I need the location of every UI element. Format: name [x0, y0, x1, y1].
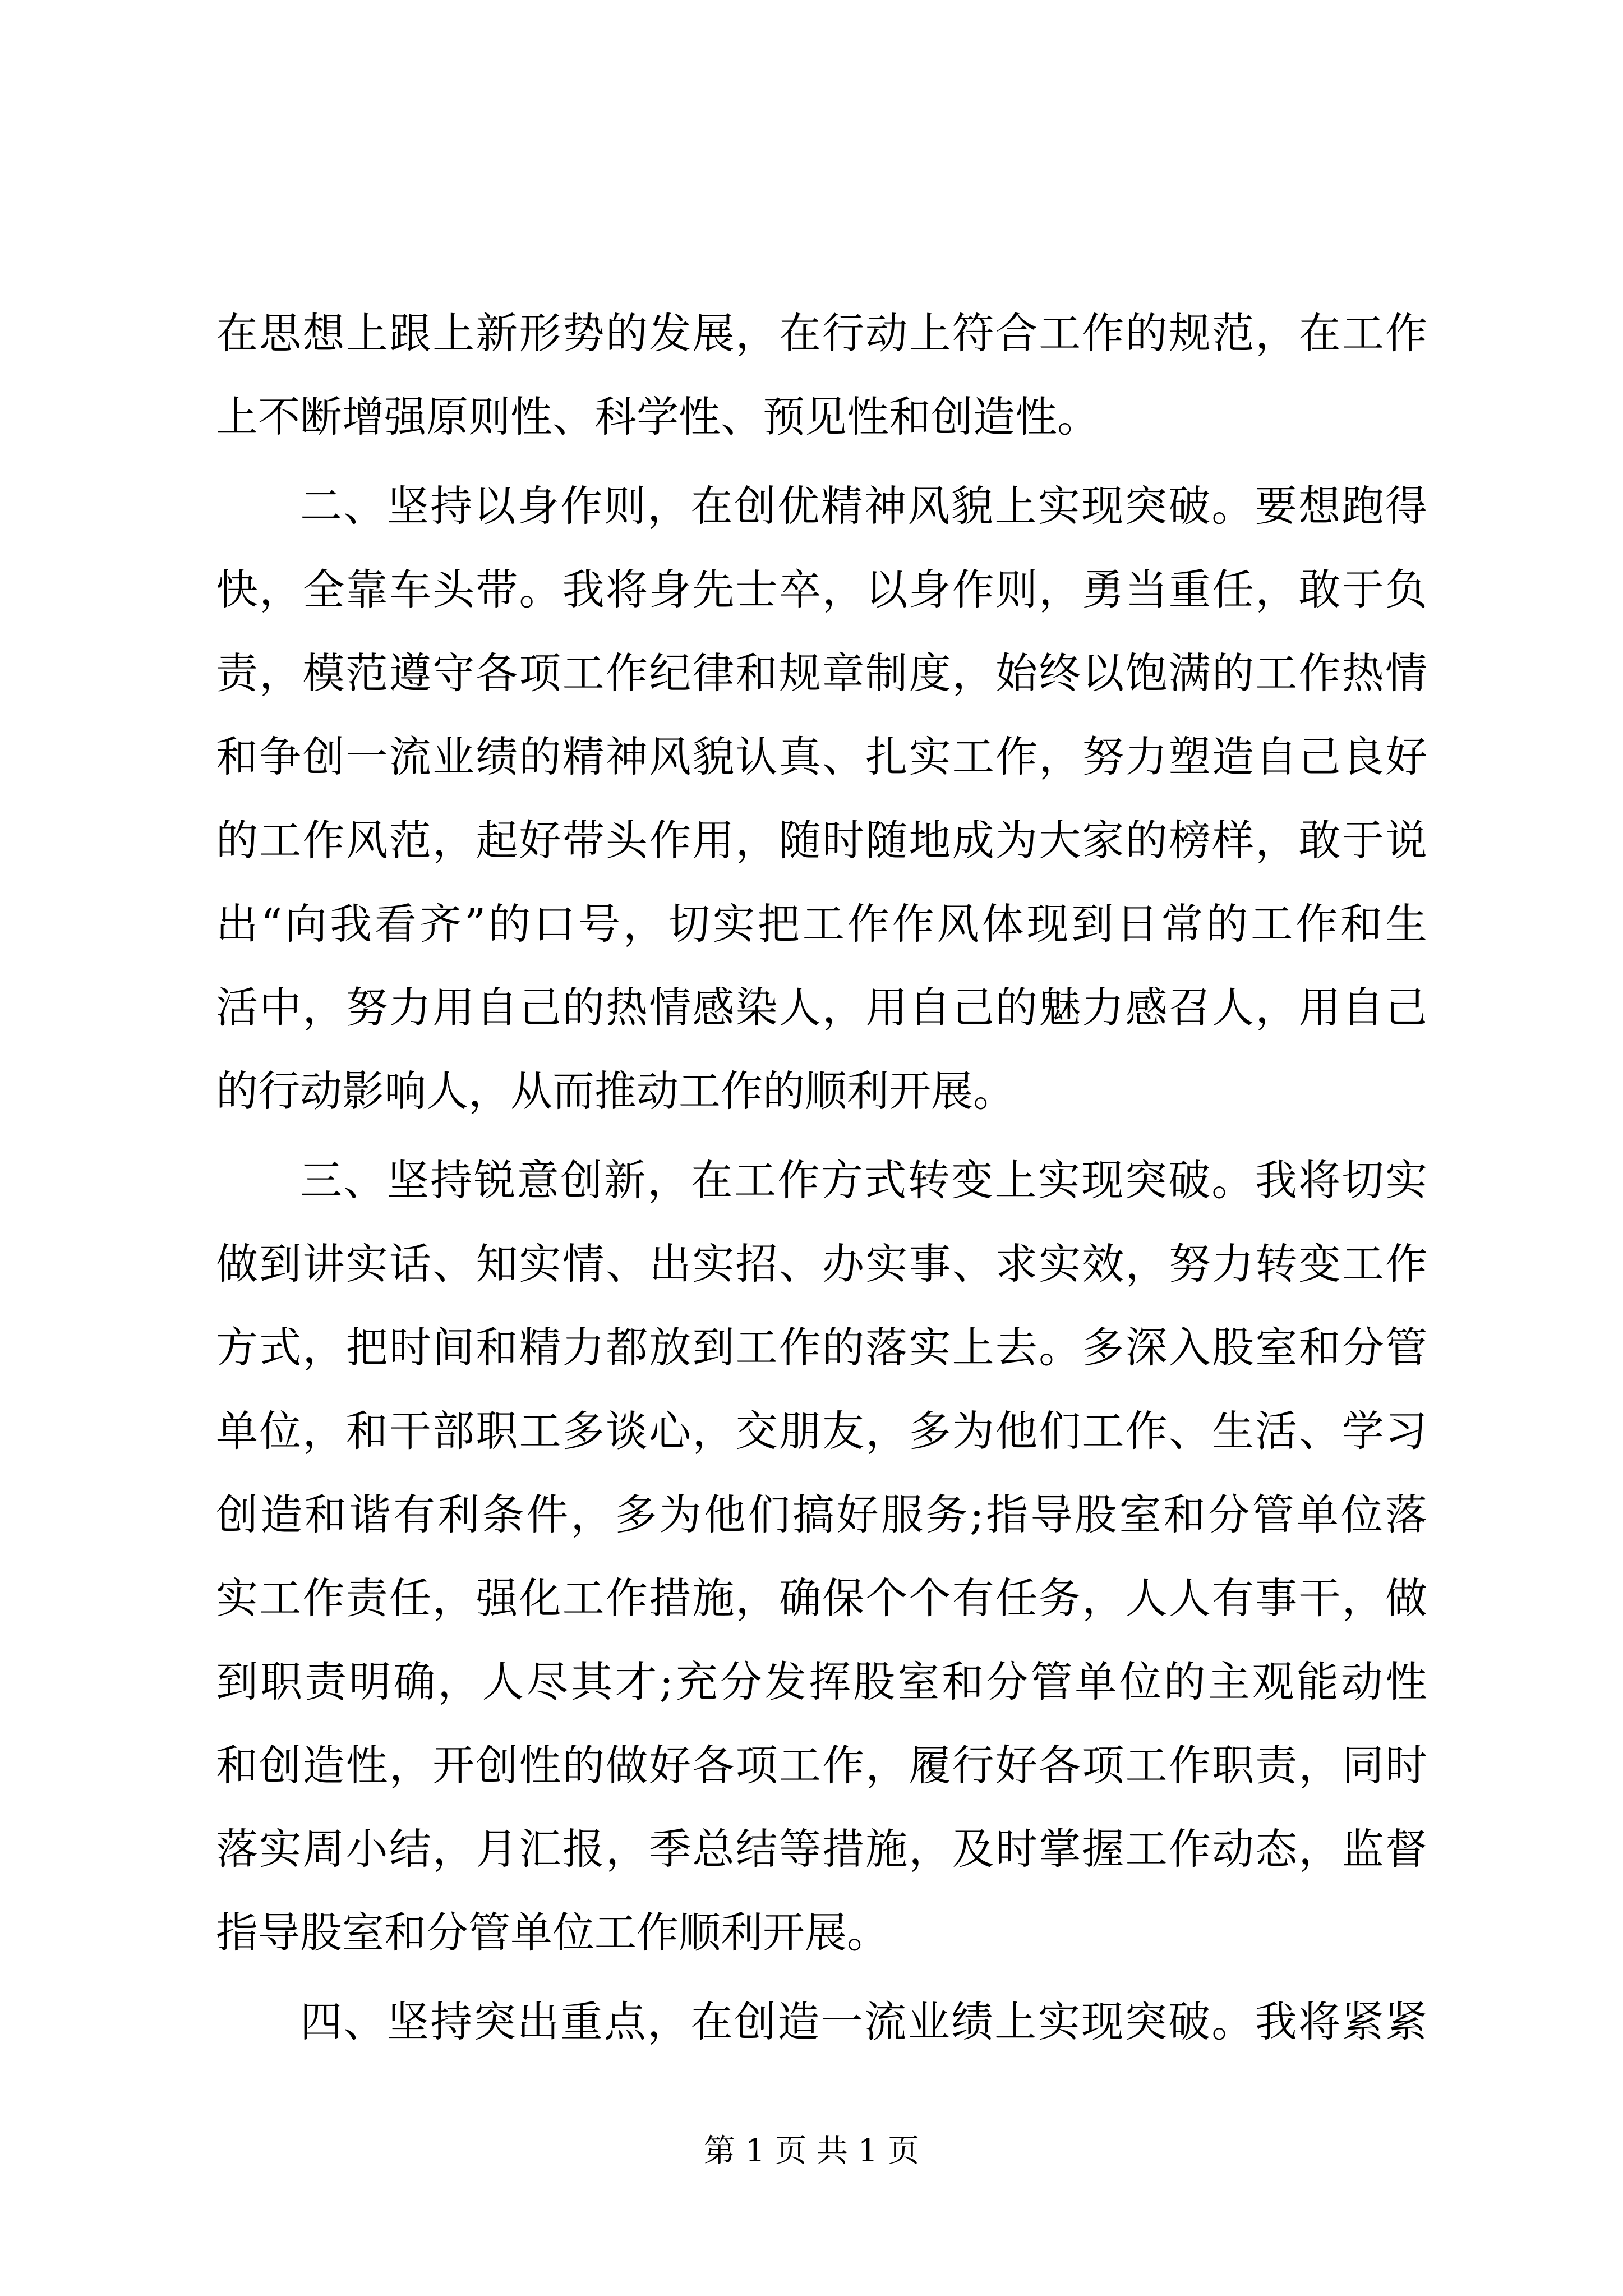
text-line: 落实周小结，月汇报，季总结等措施，及时掌握工作动态，监督 — [216, 1824, 1427, 1874]
text-line: 和创造性，开创性的做好各项工作，履行好各项工作职责，同时 — [216, 1741, 1427, 1790]
text-line: 在思想上跟上新形势的发展，在行动上符合工作的规范，在工作 — [216, 309, 1427, 358]
text-line: 做到讲实话、知实情、出实招、办实事、求实效，努力转变工作 — [216, 1239, 1427, 1289]
text-line: 实工作责任，强化工作措施，确保个个有任务，人人有事干，做 — [216, 1573, 1427, 1623]
text-line: 活中，努力用自己的热情感染人，用自己的魅力感召人，用自己 — [216, 983, 1427, 1032]
text-line: 到职责明确，人尽其才;充分发挥股室和分管单位的主观能动性 — [216, 1657, 1427, 1706]
text-line: 单位，和干部职工多谈心，交朋友，多为他们工作、生活、学习 — [216, 1406, 1427, 1456]
page-footer: 第 1 页 共 1 页 — [703, 2133, 920, 2169]
text-line: 创造和谐有利条件，多为他们搞好服务;指导股室和分管单位落 — [216, 1490, 1427, 1539]
paragraph-first-line: 四、坚持突出重点，在创造一流业绩上实现突破。我将紧紧 — [300, 1997, 1427, 2046]
text-line: 方式，把时间和精力都放到工作的落实上去。多深入股室和分管 — [216, 1323, 1427, 1372]
document-body — [216, 292, 1427, 2064]
text-line: 指导股室和分管单位工作顺利开展。 — [216, 1908, 889, 1957]
text-line: 责，模范遵守各项工作纪律和规章制度，始终以饱满的工作热情 — [216, 648, 1427, 698]
text-line: 出“向我看齐”的口号，切实把工作作风体现到日常的工作和生 — [216, 899, 1427, 949]
text-line: 的行动影响人，从而推动工作的顺利开展。 — [216, 1066, 1016, 1116]
text-line: 上不断增强原则性、科学性、预见性和创造性。 — [216, 392, 1100, 441]
paragraph-first-line: 三、坚持锐意创新，在工作方式转变上实现突破。我将切实 — [300, 1156, 1427, 1205]
text-line: 快，全靠车头带。我将身先士卒，以身作则，勇当重任，敢于负 — [216, 565, 1427, 614]
paragraph-first-line: 二、坚持以身作则，在创优精神风貌上实现突破。要想跑得 — [300, 481, 1427, 531]
text-line: 的工作风范，起好带头作用，随时随地成为大家的榜样，敢于说 — [216, 816, 1427, 865]
text-line: 和争创一流业绩的精神风貌认真、扎实工作，努力塑造自己良好 — [216, 732, 1427, 781]
